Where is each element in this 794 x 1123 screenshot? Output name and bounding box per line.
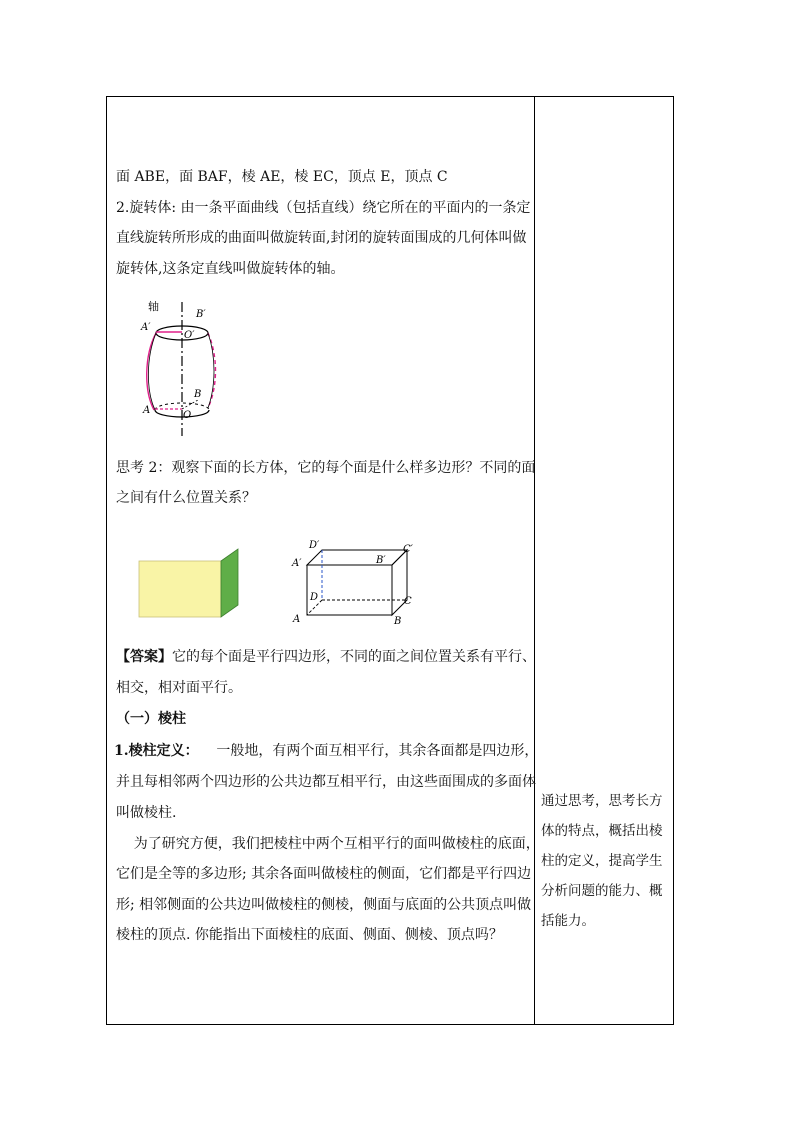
side-note-line-4: 分析问题的能力、概 bbox=[541, 883, 663, 899]
label-axis: 轴 bbox=[148, 300, 159, 313]
think2-line-2: 之间有什么位置关系？ bbox=[116, 490, 256, 506]
faces-line: 面 ABE，面 BAF，棱 AE，棱 EC，顶点 E，顶点 C bbox=[116, 169, 448, 185]
side-note-line-5: 括能力。 bbox=[541, 913, 595, 929]
rotation-def-line-3: 旋转体,这条定直线叫做旋转体的轴。 bbox=[116, 261, 345, 277]
side-note-line-1: 通过思考，思考长方 bbox=[541, 793, 663, 809]
rotation-def-line-1: 2.旋转体: 由一条平面曲线（包括直线）绕它所在的平面内的一条定 bbox=[116, 200, 531, 216]
answer-line-2: 相交，相对面平行。 bbox=[116, 680, 242, 696]
para-line-1: 为了研究方便，我们把棱柱中两个互相平行的面叫做棱柱的底面， bbox=[116, 836, 540, 852]
answer-text-1: 它的每个面是平行四边形，不同的面之间位置关系有平行、 bbox=[172, 649, 536, 665]
def-body-1: 一般地，有两个面互相平行，其余各面都是四边形， bbox=[198, 743, 539, 759]
label-b-prime-box: B′ bbox=[376, 555, 386, 566]
answer-tag: 【答案】 bbox=[116, 649, 172, 665]
def-title: 1.棱柱定义： bbox=[114, 743, 199, 759]
label-d: D bbox=[310, 592, 319, 603]
rotation-def-line-2: 直线旋转所形成的曲面叫做旋转面,封闭的旋转面围成的几何体叫做 bbox=[116, 230, 527, 246]
label-b-box: B bbox=[394, 616, 402, 626]
answer-line-1 bbox=[116, 646, 536, 666]
para-line-3: 形; 相邻侧面的公共边叫做棱柱的侧棱，侧面与底面的公共顶点叫做 bbox=[116, 897, 532, 913]
rotation-solid-figure bbox=[138, 296, 238, 440]
section-title-text: （一）棱柱 bbox=[116, 711, 186, 727]
label-a: A bbox=[143, 405, 151, 416]
label-b-prime: B′ bbox=[196, 309, 206, 320]
side-note-line-2: 体的特点，概括出棱 bbox=[541, 823, 663, 839]
cuboid-figure bbox=[290, 538, 420, 626]
label-b: B bbox=[194, 389, 202, 400]
book-shape-figure bbox=[138, 545, 244, 620]
label-o: O bbox=[183, 410, 192, 421]
label-a-prime-box: A′ bbox=[292, 558, 302, 569]
label-d-prime: D′ bbox=[309, 540, 320, 551]
label-a-box: A bbox=[293, 614, 301, 625]
section-title bbox=[116, 708, 186, 728]
side-note-line-3: 柱的定义，提高学生 bbox=[541, 853, 663, 869]
think2-line-1: 思考 2：观察下面的长方体，它的每个面是什么样多边形？不同的面 bbox=[116, 460, 536, 476]
para-line-2: 它们是全等的多边形; 其余各面叫做棱柱的侧面，它们都是平行四边 bbox=[116, 866, 532, 882]
def-line-1 bbox=[114, 740, 538, 760]
label-o-prime: O′ bbox=[184, 330, 195, 341]
label-a-prime: A′ bbox=[141, 322, 151, 333]
label-c: C bbox=[404, 596, 412, 607]
def-line-2: 并且每相邻两个四边形的公共边都互相平行，由这些面围成的多面体 bbox=[116, 774, 536, 790]
def-line-3: 叫做棱柱. bbox=[116, 805, 177, 821]
para-line-4: 棱柱的顶点. 你能指出下面棱柱的底面、侧面、侧棱、顶点吗？ bbox=[116, 927, 503, 943]
label-c-prime: C′ bbox=[403, 544, 413, 555]
column-divider bbox=[534, 96, 535, 1025]
